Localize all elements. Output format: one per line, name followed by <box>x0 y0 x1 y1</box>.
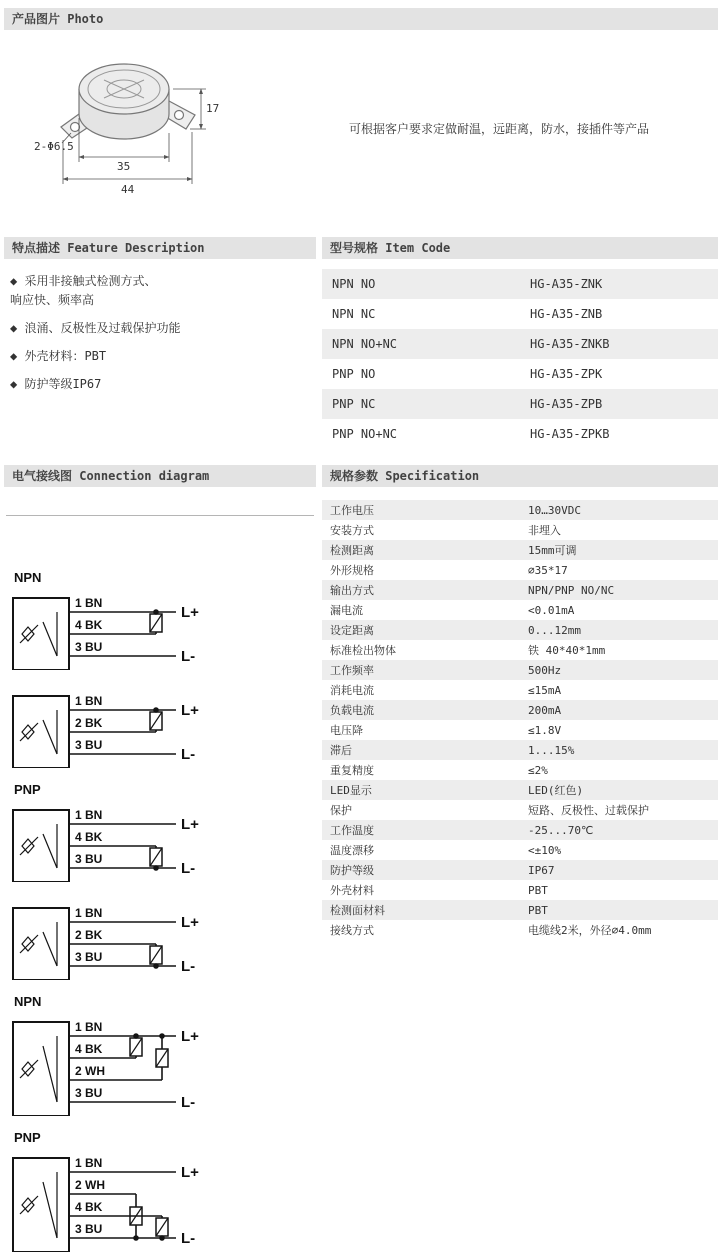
section-header-features: 特点描述 Feature Description <box>4 237 316 259</box>
rail-label: L+ <box>181 914 199 931</box>
diagram-svg <box>8 1148 248 1252</box>
mounting-hole-left <box>71 123 80 132</box>
item-type-cell: PNP NO <box>332 367 376 381</box>
item-type-cell: NPN NC <box>332 307 376 321</box>
product-drawing <box>34 44 339 227</box>
item-type-cell: NPN NO+NC <box>332 337 398 351</box>
feature-line: ◆ 采用非接触式检测方式、 <box>10 274 157 288</box>
wire-label: 3 BU <box>75 1086 103 1100</box>
spec-row <box>322 880 718 900</box>
wiring-diagram <box>8 898 316 984</box>
diagram-svg <box>8 588 248 670</box>
diagram-title: NPN <box>14 994 42 1009</box>
spec-value-cell: 10…30VDC <box>528 503 581 517</box>
spec-row <box>322 540 718 560</box>
spec-row <box>322 860 718 880</box>
rail-label: L- <box>181 958 196 975</box>
feature-line: ◆ 外壳材料：PBT <box>10 349 107 363</box>
spec-row <box>322 500 718 520</box>
wire-label: 1 BN <box>75 1156 103 1170</box>
switch-contact <box>43 720 57 754</box>
item-code-cell: HG-A35-ZPK <box>530 367 603 381</box>
item-code-row <box>322 329 718 359</box>
wire-label: 3 BU <box>75 640 103 654</box>
spec-value-cell: 0...12mm <box>528 623 581 637</box>
spec-row <box>322 800 718 820</box>
wire-label: 4 BK <box>75 830 103 844</box>
spec-value-cell: ≤15mA <box>528 683 562 697</box>
spec-name-cell: 设定距离 <box>330 624 374 637</box>
wiring-diagram <box>8 1012 316 1120</box>
rail-label: L+ <box>181 1164 199 1181</box>
divider <box>6 515 314 516</box>
item-code-row <box>322 269 718 299</box>
item-code-cell: HG-A35-ZNK <box>530 277 603 291</box>
spec-row <box>322 820 718 840</box>
spec-value-cell: 电缆线2米，外径∅4.0mm <box>528 924 652 937</box>
section-header-itemcode: 型号规格 Item Code <box>322 237 718 259</box>
diagram-title: PNP <box>14 1130 41 1145</box>
rail-label: L- <box>181 860 196 877</box>
wire-label: 3 BU <box>75 1222 103 1236</box>
dim-holes-label: 2-Φ6.5 <box>34 140 74 153</box>
feature-line-wrap: 响应快、频率高 <box>10 293 95 307</box>
rail-label: L- <box>181 648 196 665</box>
spec-name-cell: 检测距离 <box>330 544 374 557</box>
switch-contact <box>43 1046 57 1102</box>
switch-contact <box>43 932 57 966</box>
spec-name-cell: 工作电压 <box>330 504 374 517</box>
spec-row <box>322 700 718 720</box>
diagram-svg <box>8 800 248 882</box>
spec-name-cell: 工作频率 <box>330 664 374 677</box>
dim-body-label: 35 <box>117 160 131 173</box>
spec-name-cell: LED显示 <box>330 784 372 797</box>
spec-name-cell: 外形规格 <box>330 564 374 577</box>
spec-row <box>322 600 718 620</box>
spec-value-cell: 500Hz <box>528 663 562 677</box>
wire-label: 2 WH <box>75 1064 105 1078</box>
wire-label: 4 BK <box>75 1042 103 1056</box>
wire-label: 1 BN <box>75 906 103 920</box>
spec-value-cell: NPN/PNP NO/NC <box>528 583 615 597</box>
spec-value-cell: ≤1.8V <box>528 723 562 737</box>
spec-name-cell: 输出方式 <box>330 584 374 597</box>
item-type-cell: PNP NO+NC <box>332 427 398 441</box>
junction-dot <box>153 609 159 615</box>
feature-item <box>10 347 312 366</box>
wire-label: 4 BK <box>75 618 103 632</box>
wiring-diagram <box>8 588 316 674</box>
spec-value-cell: 非埋入 <box>528 524 561 537</box>
spec-name-cell: 标准检出物体 <box>330 644 396 657</box>
rail-label: L+ <box>181 1028 199 1045</box>
item-code-row <box>322 359 718 389</box>
spec-name-cell: 重复精度 <box>330 764 374 777</box>
spec-row <box>322 840 718 860</box>
item-code-cell: HG-A35-ZPB <box>530 397 603 411</box>
wire-label: 1 BN <box>75 1020 103 1034</box>
spec-row <box>322 920 718 940</box>
wiring-diagram <box>8 800 316 886</box>
spec-value-cell: 200mA <box>528 703 562 717</box>
wire-label: 2 WH <box>75 1178 105 1192</box>
item-code-cell: HG-A35-ZPKB <box>530 427 610 441</box>
junction-dot <box>133 1033 139 1039</box>
spec-row <box>322 620 718 640</box>
item-code-row <box>322 389 718 419</box>
spec-row <box>322 520 718 540</box>
section-header-photo: 产品图片 Photo <box>4 8 718 30</box>
spec-value-cell: -25...70℃ <box>528 823 594 837</box>
connection-diagrams <box>4 570 316 1256</box>
rail-label: L- <box>181 1094 196 1111</box>
spec-name-cell: 检测面材料 <box>330 904 385 917</box>
photo-note: 可根据客户要求定做耐温，远距离，防水，接插件等产品 <box>349 122 650 136</box>
switch-contact <box>43 1182 57 1238</box>
spec-name-cell: 防护等级 <box>330 864 374 877</box>
spec-table <box>322 500 718 940</box>
diagram-svg <box>8 686 248 768</box>
spec-name-cell: 外壳材料 <box>330 884 374 897</box>
rail-label: L- <box>181 1230 196 1247</box>
spec-value-cell: PBT <box>528 883 548 897</box>
dim-overall-label: 44 <box>121 183 135 196</box>
wiring-diagram <box>8 686 316 772</box>
spec-value-cell: PBT <box>528 903 548 917</box>
connection-spec-section <box>4 465 718 1256</box>
spec-value-cell: 1...15% <box>528 743 575 757</box>
item-code-cell: HG-A35-ZNB <box>530 307 603 321</box>
feature-list <box>10 272 312 394</box>
section-header-connection: 电气接线图 Connection diagram <box>4 465 316 487</box>
rail-label: L+ <box>181 604 199 621</box>
spec-row <box>322 900 718 920</box>
junction-dot <box>159 1033 165 1039</box>
junction-dot <box>153 707 159 713</box>
rail-label: L- <box>181 746 196 763</box>
wire-label: 3 BU <box>75 852 103 866</box>
wire-label: 2 BK <box>75 928 103 942</box>
wire-label: 3 BU <box>75 738 103 752</box>
spec-name-cell: 滞后 <box>330 744 352 757</box>
spec-row <box>322 780 718 800</box>
spec-value-cell: 铁 40*40*1mm <box>528 644 606 657</box>
wire-label: 3 BU <box>75 950 103 964</box>
spec-name-cell: 接线方式 <box>330 924 374 937</box>
item-code-row <box>322 299 718 329</box>
spec-value-cell: 短路、反极性、过载保护 <box>528 804 649 817</box>
spec-value-cell: <±10% <box>528 843 562 857</box>
feature-line: ◆ 浪涌、反极性及过载保护功能 <box>10 321 181 335</box>
spec-name-cell: 安装方式 <box>330 524 374 537</box>
product-drawing-svg <box>34 44 324 216</box>
spec-name-cell: 漏电流 <box>330 604 363 617</box>
spec-row <box>322 740 718 760</box>
diagram-svg <box>8 898 248 980</box>
switch-contact <box>43 834 57 868</box>
photo-section <box>4 30 718 227</box>
spec-value-cell: <0.01mA <box>528 603 575 617</box>
spec-row <box>322 760 718 780</box>
section-header-spec: 规格参数 Specification <box>322 465 718 487</box>
spec-name-cell: 工作温度 <box>330 824 374 837</box>
feature-item <box>10 272 312 310</box>
spec-value-cell: IP67 <box>528 863 555 877</box>
feature-item <box>10 375 312 394</box>
spec-row <box>322 720 718 740</box>
spec-name-cell: 消耗电流 <box>330 684 374 697</box>
features-itemcode-section <box>4 237 718 449</box>
dim-height-label: 17 <box>206 102 220 115</box>
wire-label: 1 BN <box>75 694 103 708</box>
item-code-row <box>322 419 718 449</box>
spec-name-cell: 电压降 <box>330 724 363 737</box>
diagram-title: NPN <box>14 570 42 585</box>
wire-label: 1 BN <box>75 808 103 822</box>
switch-contact <box>43 622 57 656</box>
item-code-table <box>322 269 718 449</box>
item-type-cell: PNP NC <box>332 397 376 411</box>
rail-label: L+ <box>181 816 199 833</box>
feature-line: ◆ 防护等级IP67 <box>10 377 102 391</box>
spec-value-cell: ≤2% <box>528 763 548 777</box>
spec-row <box>322 560 718 580</box>
spec-value-cell: ∅35*17 <box>528 563 568 577</box>
wire-label: 2 BK <box>75 716 103 730</box>
item-code-cell: HG-A35-ZNKB <box>530 337 610 351</box>
spec-row <box>322 680 718 700</box>
diagram-svg <box>8 1012 248 1116</box>
spec-name-cell: 负载电流 <box>330 704 374 717</box>
spec-row <box>322 660 718 680</box>
spec-value-cell: LED(红色) <box>528 784 584 797</box>
wire-label: 1 BN <box>75 596 103 610</box>
spec-value-cell: 15mm可调 <box>528 544 577 557</box>
wiring-diagram <box>8 1148 316 1256</box>
diagram-title: PNP <box>14 782 41 797</box>
wire-label: 4 BK <box>75 1200 103 1214</box>
spec-row <box>322 580 718 600</box>
spec-row <box>322 640 718 660</box>
spec-name-cell: 保护 <box>330 804 352 817</box>
mounting-hole-right <box>175 111 184 120</box>
item-type-cell: NPN NO <box>332 277 376 291</box>
rail-label: L+ <box>181 702 199 719</box>
spec-name-cell: 温度漂移 <box>330 844 374 857</box>
feature-item <box>10 319 312 338</box>
